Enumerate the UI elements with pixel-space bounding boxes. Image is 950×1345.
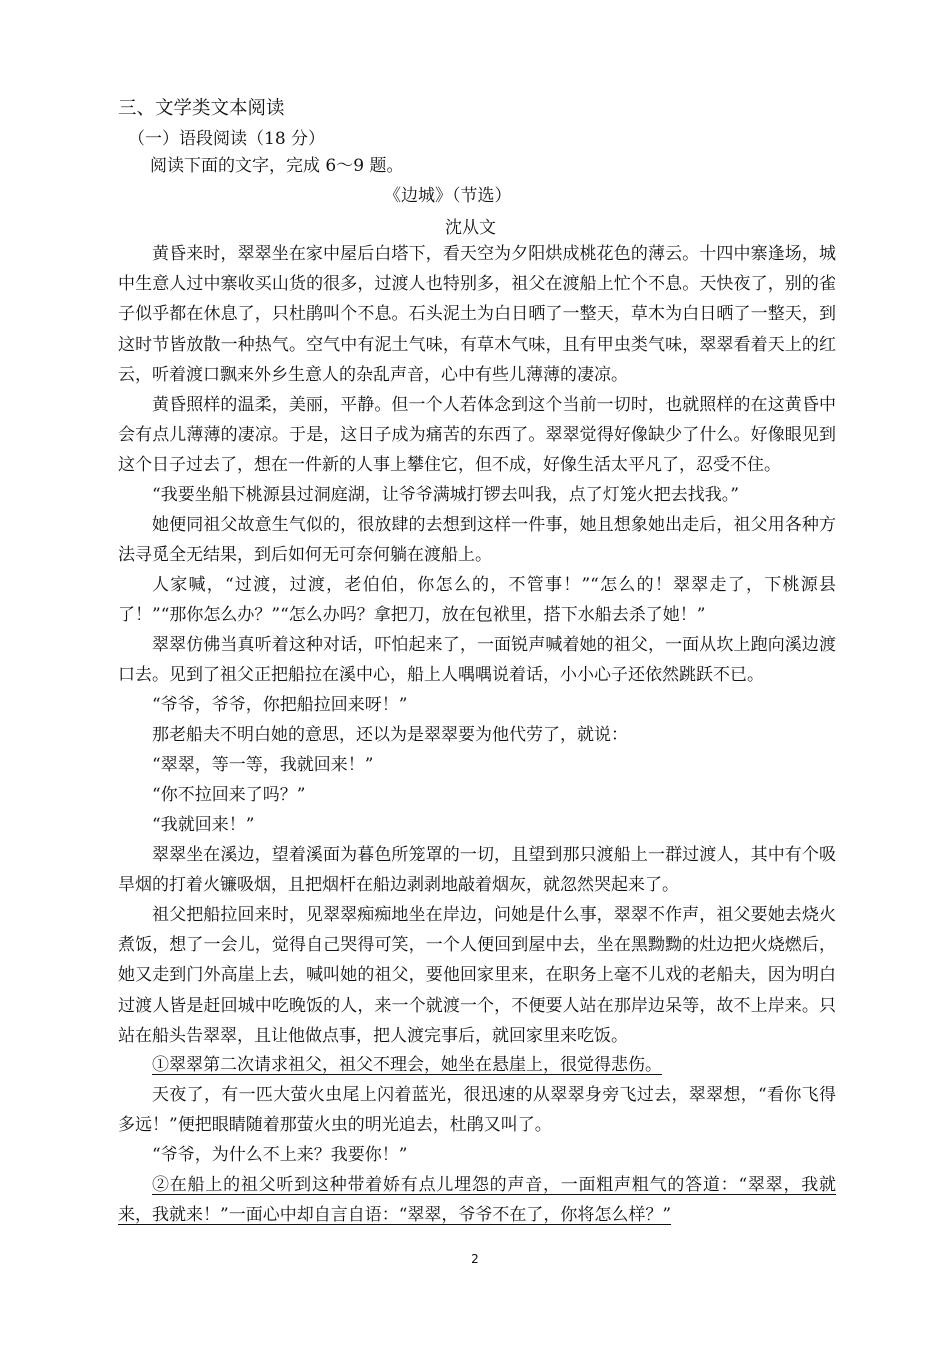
paragraph-7: “爷爷，爷爷，你把船拉回来呀！”: [152, 695, 408, 715]
paragraph-8: 那老船夫不明白她的意思，还以为是翠翠要为他代劳了，就说：: [152, 725, 628, 745]
article-author: 沈从文: [445, 218, 496, 238]
subsection-title: （一）语段阅读（18 分）: [128, 129, 326, 149]
paragraph-11: “我就回来！”: [152, 815, 255, 835]
paragraph-16: “爷爷，为什么不上来？我要你！”: [152, 1145, 408, 1165]
paragraph-10: “你不拉回来了吗？”: [152, 785, 306, 805]
paragraph-2: 黄昏照样的温柔，美丽，平静。但一个人若体念到这个当前一切时，也就照样的在这黄昏中会有点儿薄薄的凄凉。于是，这日子成为痛苦的东西了。翠翠觉得好像缺少了什么。好像眼见到这个日子过去了，想在一件新的人事上攀住它，但不成，好像生活太平凡了，忍受不住。: [118, 395, 836, 476]
paragraph-15: 天夜了，有一匹大萤火虫尾上闪着蓝光，很迅速的从翠翠身旁飞过去，翠翠想，“看你飞得多远！”便把眼睛随着那萤火虫的明光追去，杜鹃又叫了。: [118, 1085, 836, 1136]
page-number: 2: [471, 1252, 479, 1266]
instruction-text: 阅读下面的文字，完成 6～9 题。: [150, 156, 404, 176]
paragraph-12: 翠翠坐在溪边，望着溪面为暮色所笼罩的一切，且望到那只渡船上一群过渡人，其中有个吸旱烟的打着火镰吸烟，且把烟杆在船边剥剥地敲着烟灰，就忽然哭起来了。: [118, 845, 836, 896]
paragraph-4: 她便同祖父故意生气似的，很放肆的去想到这样一件事，她且想象她出走后，祖父用各种方法寻觅全无结果，到后如何无可奈何躺在渡船上。: [118, 515, 836, 566]
section-title: 三、文学类文本阅读: [118, 98, 285, 119]
paragraph-17-underlined: ②在船上的祖父听到这种带着娇有点儿埋怨的声音，一面粗声粗气的答道：“翠翠，我就来，我就来！”一面心中却自言自语：“翠翠，爷爷不在了，你将怎么样？”: [118, 1175, 836, 1226]
article-title: 《边城》（节选）: [384, 186, 512, 206]
paragraph-6: 翠翠仿佛当真听着这种对话，吓怕起来了，一面锐声喊着她的祖父，一面从坎上跑向溪边渡口去。见到了祖父正把船拉在溪中心，船上人喁喁说着话，小小心子还依然跳跃不已。: [118, 635, 836, 686]
paragraph-1: 黄昏来时，翠翠坐在家中屋后白塔下，看天空为夕阳烘成桃花色的薄云。十四中寨逢场，城中生意人过中寨收买山货的很多，过渡人也特别多，祖父在渡船上忙个不息。天快夜了，别的雀子似乎都在休息了，只杜鹃叫个不息。石头泥土为白日晒了一整天，草木为白日晒了一整天，到这时节皆放散一种热气。空气中有泥土气味，有草木气味，且有甲虫类气味，翠翠看着天上的红云，听着渡口飘来外乡生意人的杂乱声音，心中有些儿薄薄的凄凉。: [118, 244, 836, 385]
paragraph-5: 人家喊，“过渡，过渡，老伯伯，你怎么的，不管事！”“怎么的！翠翠走了，下桃源县了！”“那你怎么办？”“怎么办吗？拿把刀，放在包袱里，搭下水船去杀了她！”: [118, 575, 836, 626]
paragraph-3: “我要坐船下桃源县过洞庭湖，让爷爷满城打锣去叫我，点了灯笼火把去找我。”: [152, 485, 739, 505]
paragraph-14-underlined: ①翠翠第二次请求祖父，祖父不理会，她坐在悬崖上，很觉得悲伤。: [152, 1055, 662, 1075]
paragraph-13: 祖父把船拉回来时，见翠翠痴痴地坐在岸边，问她是什么事，翠翠不作声，祖父要她去烧火煮饭，想了一会儿，觉得自己哭得可笑，一个人便回到屋中去，坐在黑黝黝的灶边把火烧燃后，她又走到门外高崖上去，喊叫她的祖父，要他回家里来，在职务上毫不儿戏的老船夫，因为明白过渡人皆是赶回城中吃晚饭的人，来一个就渡一个，不便要人站在那岸边呆等，故不上岸来。只站在船头告翠翠，且让他做点事，把人渡完事后，就回家里来吃饭。: [118, 905, 836, 1046]
paragraph-9: “翠翠，等一等，我就回来！”: [152, 755, 374, 775]
